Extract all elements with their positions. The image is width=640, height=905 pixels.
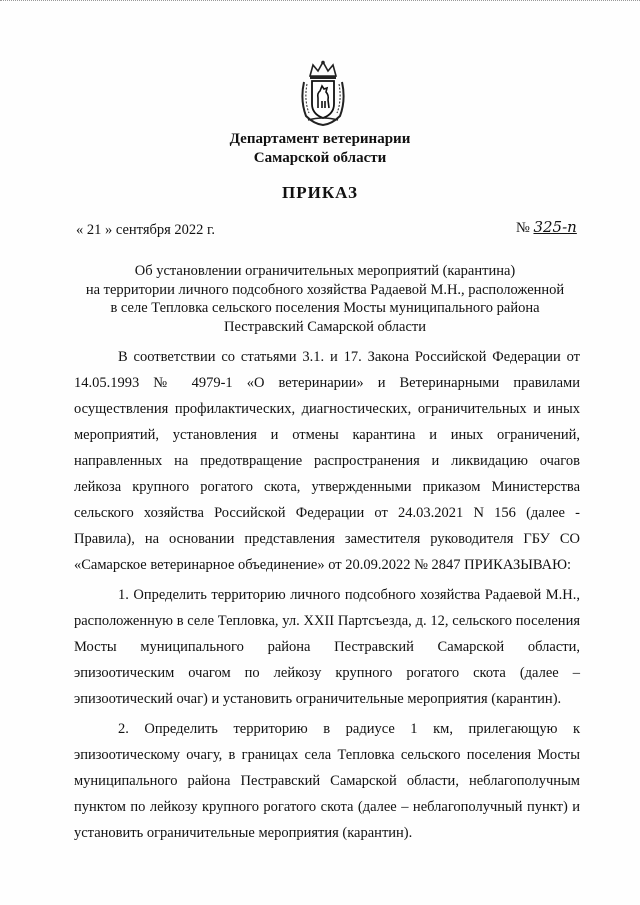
subject-line: в селе Тепловка сельского поселения Мосты муниципального района — [110, 300, 540, 316]
scan-edge — [0, 0, 640, 4]
subject-line: на территории личного подсобного хозяйства Радаевой М.Н., расположенной — [85, 281, 565, 298]
subject-line: Об установлении ограничительных мероприятий (карантина) — [134, 263, 516, 279]
department-line-2: Самарской области — [253, 150, 387, 166]
handwritten-number: 325-n — [533, 218, 577, 236]
order-body — [74, 344, 580, 850]
clause-2-paragraph: 2. Определить территорию в радиусе 1 км, прилегающую к эпизоотическому очагу, в границах села Тепловка сельского поселения Мосты муниципального района Пестравский Самарской области, неблагополучным пунктом по лейкозу крупного рогатого скота (далее – неблагополучный пункт) и установить ограничительные мероприятия (карантин). — [74, 721, 580, 841]
preamble-paragraph: В соответствии со статьями 3.1. и 17. Закона Российской Федерации от 14.05.1993 № 4979-1 «О ветеринарии» и Ветеринарными правилами осуществления профилактических, диагностических, ограничительных и иных мероприятий, установления и отмены карантина и иных ограничений, направленных на предотвращение распространения и ликвидацию очагов лейкоза крупного рогатого скота, утвержденными приказом Министерства сельского хозяйства Российской Федерации от 24.03.2021 N 156 (далее - Правила), на основании представления заместителя руководителя ГБУ СО «Самарское ветеринарное объединение» от 20.09.2022 № 2847 ПРИКАЗЫВАЮ: — [74, 349, 580, 573]
number-prefix: № — [516, 220, 530, 236]
samara-coat-of-arms-icon — [298, 60, 348, 126]
order-subject — [70, 262, 580, 336]
order-number — [516, 218, 577, 237]
subject-line: Пестравский Самарской области — [223, 318, 426, 335]
clause-1-paragraph: 1. Определить территорию личного подсобного хозяйства Радаевой М.Н., расположенную в селе Тепловка, ул. XXII Партсъезда, д. 12, сельского поселения Мосты муниципального района Пестравский Самарской области, эпизоотическим очагом по лейкозу крупного рогатого скота (далее – эпизоотический очаг) и установить ограничительные мероприятия (карантин). — [74, 587, 580, 707]
department-name — [0, 130, 640, 168]
department-line-1: Департамент ветеринарии — [229, 131, 411, 147]
document-title: ПРИКАЗ — [282, 183, 358, 202]
order-date: « 21 » сентября 2022 г. — [76, 222, 215, 238]
